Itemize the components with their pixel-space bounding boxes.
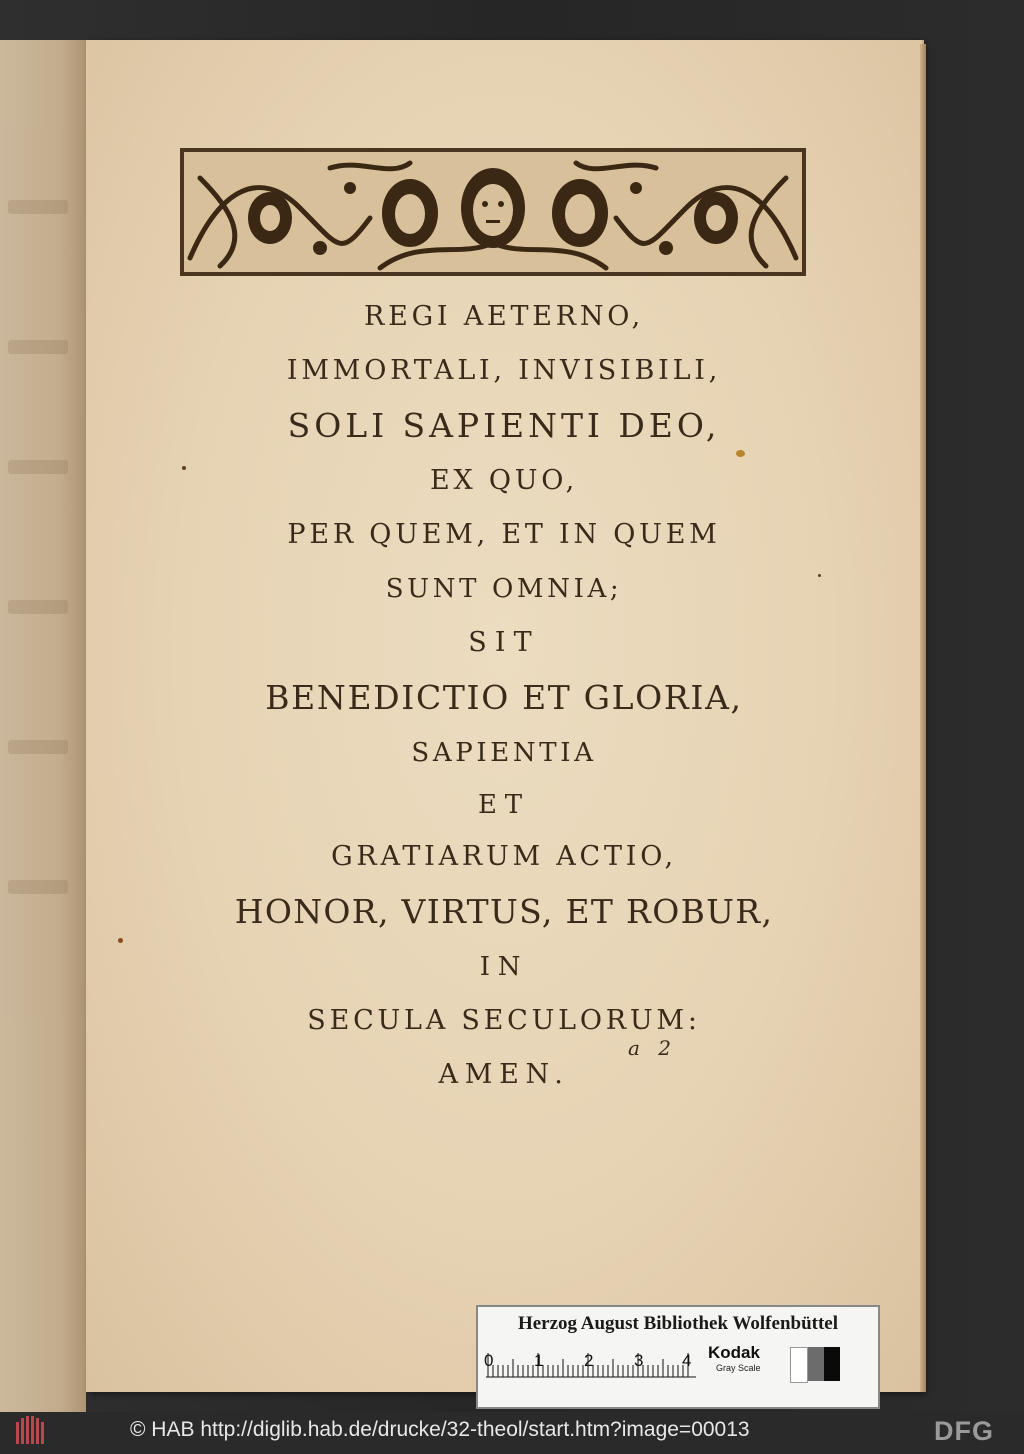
gray-swatch-black bbox=[824, 1347, 840, 1381]
bleed-through-mark bbox=[8, 600, 68, 614]
gray-swatch-white bbox=[790, 1347, 808, 1383]
ruler-digit: 2 bbox=[584, 1351, 594, 1370]
gray-swatch-mid bbox=[808, 1347, 824, 1381]
facing-page-edge bbox=[0, 40, 86, 1430]
dedication-line: SOLI SAPIENTI DEO, bbox=[287, 406, 721, 445]
ruler-digit: 3 bbox=[634, 1351, 644, 1370]
dedication-line: SIT bbox=[468, 627, 540, 658]
ruler-digit: 4 bbox=[682, 1351, 692, 1370]
paper-speck bbox=[118, 938, 123, 943]
gray-scale-caption: Gray Scale bbox=[716, 1363, 761, 1373]
dedication-line: EX QUO, bbox=[430, 465, 578, 496]
ruler-digit: 0 bbox=[484, 1351, 494, 1370]
dedication-line: BENEDICTIO ET GLORIA, bbox=[265, 678, 743, 717]
dedication-line: PER QUEM, ET IN QUEM bbox=[287, 519, 721, 550]
dedication-line: AMEN. bbox=[438, 1059, 570, 1090]
dedication-line: SAPIENTIA bbox=[411, 738, 597, 768]
paper-speck bbox=[736, 450, 745, 457]
hab-logo-icon bbox=[14, 1414, 48, 1448]
dedication-text bbox=[86, 290, 922, 1102]
bleed-through-mark bbox=[8, 880, 68, 894]
dedication-line: IN bbox=[479, 952, 529, 982]
ruler-digit: 1 bbox=[534, 1351, 544, 1370]
paper-speck bbox=[182, 466, 186, 470]
bleed-through-mark bbox=[8, 460, 68, 474]
bleed-through-mark bbox=[8, 200, 68, 214]
bleed-through-mark bbox=[8, 740, 68, 754]
dedication-line: HONOR, VIRTUS, ET ROBUR, bbox=[234, 892, 774, 931]
bleed-through-mark bbox=[8, 340, 68, 354]
dfg-logo: DFG bbox=[934, 1416, 994, 1446]
library-name: Herzog August Bibliothek Wolfenbüttel bbox=[517, 1313, 839, 1334]
kodak-brand: Kodak bbox=[708, 1343, 760, 1362]
paper-speck bbox=[818, 574, 821, 577]
footer-bar bbox=[0, 1412, 1024, 1454]
library-scale-label bbox=[476, 1305, 880, 1409]
dedication-line: REGI AETERNO, bbox=[363, 301, 644, 332]
dedication-line: ET bbox=[478, 790, 530, 820]
dedication-line: IMMORTALI, INVISIBILI, bbox=[286, 355, 722, 386]
dedication-line: SECULA SECULORUM: bbox=[307, 1005, 701, 1036]
signature-mark: a 2 bbox=[628, 1036, 678, 1060]
dedication-line: GRATIARUM ACTIO, bbox=[331, 841, 677, 872]
woodcut-headpiece-ornament bbox=[180, 148, 806, 276]
dedication-line: SUNT OMNIA; bbox=[385, 574, 623, 604]
copyright-url[interactable]: © HAB http://diglib.hab.de/drucke/32-theol/start.htm?image=00013 bbox=[130, 1418, 750, 1441]
